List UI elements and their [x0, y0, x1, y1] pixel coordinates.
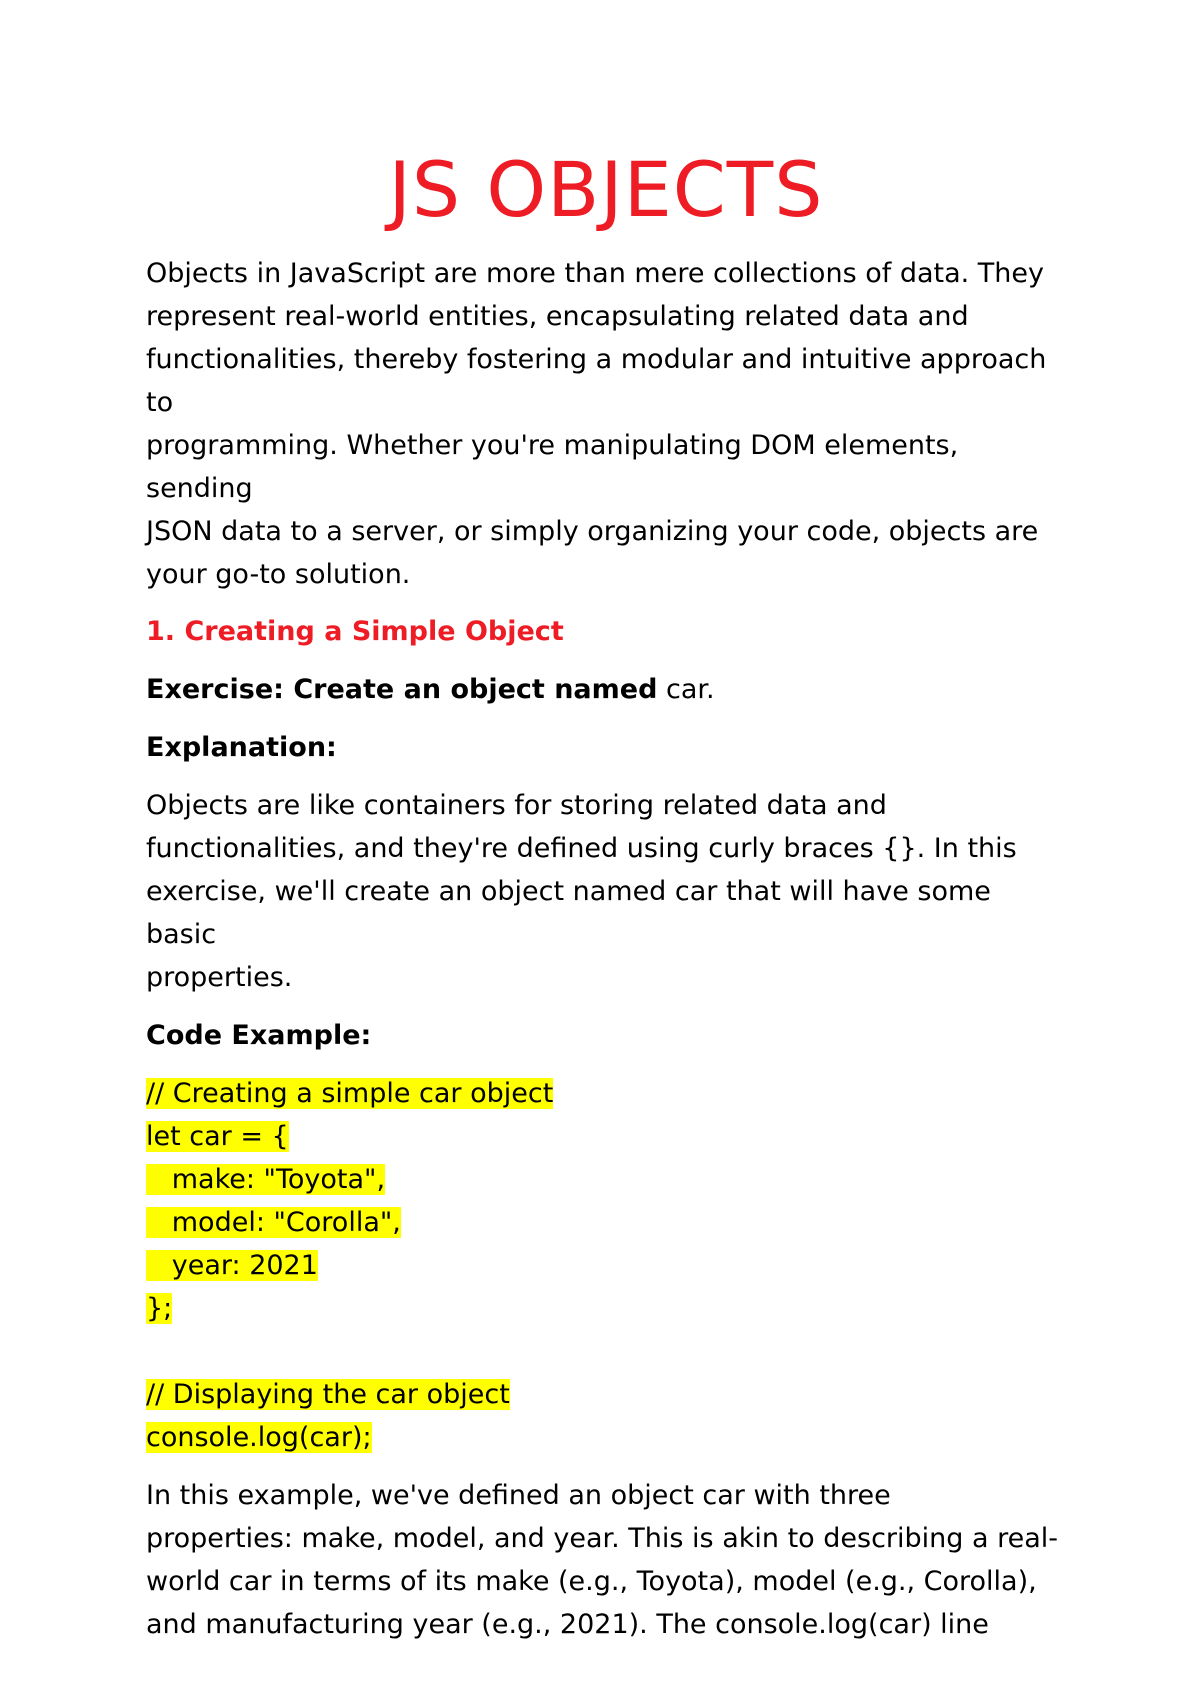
exercise-label: Exercise: Create an object named: [146, 674, 658, 705]
page-title: JS OBJECTS: [388, 145, 824, 234]
code-line: [146, 1072, 1066, 1115]
result-line: and manufacturing year (e.g., 2021). The console.log(car) line: [146, 1609, 989, 1640]
exercise-value: car.: [657, 674, 715, 705]
code-line: [146, 1287, 1066, 1330]
explanation-line: functionalities, and they're defined using curly braces {}. In this: [146, 833, 1017, 864]
code-text: year: 2021: [146, 1250, 318, 1281]
explanation-paragraph: [146, 784, 1066, 999]
code-text: model: "Corolla",: [146, 1207, 401, 1238]
code-line: [146, 1373, 1066, 1416]
code-comment: // Creating a simple car object: [146, 1078, 554, 1109]
code-line: [146, 1115, 1066, 1158]
intro-line: your go-to solution.: [146, 559, 411, 590]
explanation-label: Explanation:: [146, 732, 337, 763]
intro-paragraph: [146, 252, 1066, 596]
section-heading: 1. Creating a Simple Object: [146, 616, 564, 647]
intro-line: Objects in JavaScript are more than mere collections of data. They: [146, 258, 1045, 289]
result-line: properties: make, model, and year. This is akin to describing a real-: [146, 1523, 1059, 1554]
result-line: world car in terms of its make (e.g., Toyota), model (e.g., Corolla),: [146, 1566, 1037, 1597]
code-line: [146, 1158, 1066, 1201]
code-text: console.log(car);: [146, 1422, 372, 1453]
intro-line: represent real-world entities, encapsulating related data and: [146, 301, 969, 332]
code-text: make: "Toyota",: [146, 1164, 386, 1195]
code-line: [146, 1416, 1066, 1459]
explanation-line: exercise, we'll create an object named car that will have some basic: [146, 876, 991, 950]
exercise-line: [146, 668, 1066, 711]
intro-line: functionalities, thereby fostering a modular and intuitive approach to: [146, 344, 1047, 418]
code-blank-line: [146, 1330, 1066, 1373]
code-line: [146, 1201, 1066, 1244]
code-comment: // Displaying the car object: [146, 1379, 510, 1410]
document-page: [146, 0, 1066, 1646]
code-example-label: Code Example:: [146, 1020, 372, 1051]
explanation-line: Objects are like containers for storing related data and: [146, 790, 887, 821]
code-block: [146, 1072, 1066, 1459]
code-text: };: [146, 1293, 173, 1324]
result-line: In this example, we've defined an object car with three: [146, 1480, 891, 1511]
explanation-line: properties.: [146, 962, 293, 993]
intro-line: JSON data to a server, or simply organizing your code, objects are: [146, 516, 1039, 547]
code-line: [146, 1244, 1066, 1287]
code-text: let car = {: [146, 1121, 289, 1152]
result-paragraph: [146, 1474, 1066, 1646]
intro-line: programming. Whether you're manipulating DOM elements, sending: [146, 430, 959, 504]
